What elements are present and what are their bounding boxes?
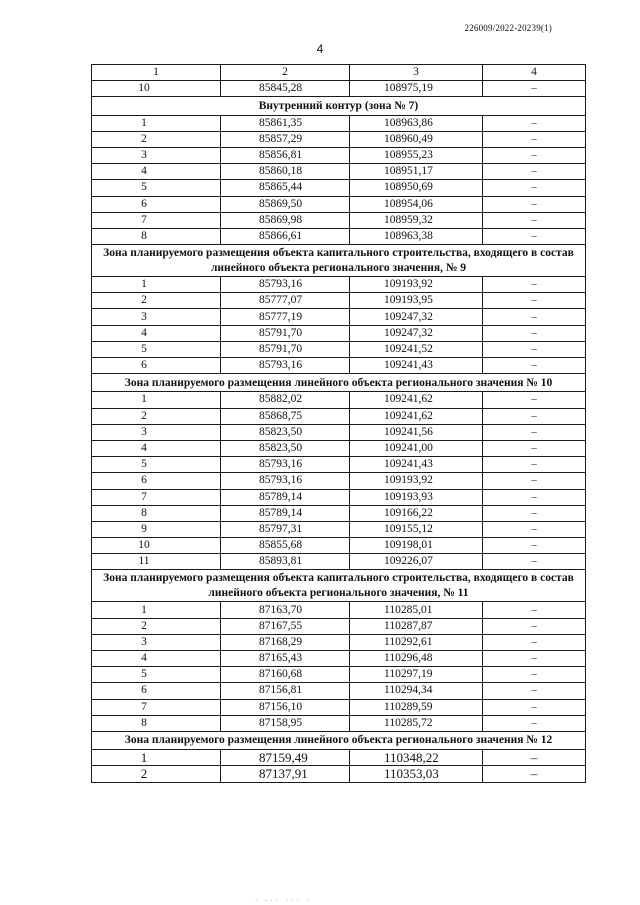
note-cell: – [483, 212, 586, 228]
y-coordinate-cell: 110287,87 [350, 618, 483, 634]
table-row [92, 766, 586, 782]
note-cell: – [483, 115, 586, 131]
note-cell: – [483, 228, 586, 244]
note-cell: – [483, 293, 586, 309]
table-row [92, 602, 586, 618]
section-header-row [92, 570, 586, 602]
y-coordinate-cell: 109247,32 [350, 309, 483, 325]
y-coordinate-cell: 109193,93 [350, 489, 483, 505]
y-coordinate-cell: 109241,00 [350, 440, 483, 456]
point-number-cell: 10 [92, 538, 221, 554]
header-cell: 2 [221, 65, 350, 81]
y-coordinate-cell: 109166,22 [350, 505, 483, 521]
note-cell: – [483, 699, 586, 715]
x-coordinate-cell: 85845,28 [221, 81, 350, 97]
point-number-cell: 1 [92, 750, 221, 766]
x-coordinate-cell: 85793,16 [221, 277, 350, 293]
point-number-cell: 2 [92, 766, 221, 782]
y-coordinate-cell: 108963,86 [350, 115, 483, 131]
page-number: 4 [316, 42, 324, 56]
table-row [92, 164, 586, 180]
point-number-cell: 5 [92, 667, 221, 683]
point-number-cell: 2 [92, 408, 221, 424]
table-row [92, 196, 586, 212]
x-coordinate-cell: 85793,16 [221, 358, 350, 374]
x-coordinate-cell: 85823,50 [221, 424, 350, 440]
point-number-cell: 11 [92, 554, 221, 570]
point-number-cell: 6 [92, 358, 221, 374]
note-cell: – [483, 358, 586, 374]
section-header-row [92, 374, 586, 392]
table-row [92, 683, 586, 699]
note-cell: – [483, 164, 586, 180]
x-coordinate-cell: 87158,95 [221, 715, 350, 731]
y-coordinate-cell: 109241,62 [350, 408, 483, 424]
y-coordinate-cell: 109155,12 [350, 521, 483, 537]
x-coordinate-cell: 85789,14 [221, 505, 350, 521]
point-number-cell: 8 [92, 715, 221, 731]
y-coordinate-cell: 110294,34 [350, 683, 483, 699]
y-coordinate-cell: 110285,72 [350, 715, 483, 731]
x-coordinate-cell: 85866,61 [221, 228, 350, 244]
document-id: 226009/2022-20239(1) [464, 23, 552, 33]
table-row [92, 750, 586, 766]
table-row [92, 505, 586, 521]
y-coordinate-cell: 110348,22 [350, 750, 483, 766]
section-header-row [92, 731, 586, 749]
table-row [92, 618, 586, 634]
x-coordinate-cell: 87168,29 [221, 634, 350, 650]
x-coordinate-cell: 85823,50 [221, 440, 350, 456]
point-number-cell: 1 [92, 602, 221, 618]
table-row [92, 228, 586, 244]
section-title: Внутренний контур (зона № 7) [92, 97, 586, 115]
y-coordinate-cell: 108975,19 [350, 81, 483, 97]
note-cell: – [483, 440, 586, 456]
bottom-marks: · ··· ··· · [255, 897, 312, 905]
section-title: Зона планируемого размещения объекта капитального строительства, входящего в состав линейного объекта регионального значения, № 11 [92, 570, 586, 602]
x-coordinate-cell: 85791,70 [221, 341, 350, 357]
coordinates-table [91, 64, 586, 783]
note-cell: – [483, 538, 586, 554]
note-cell: – [483, 341, 586, 357]
point-number-cell: 5 [92, 341, 221, 357]
point-number-cell: 2 [92, 293, 221, 309]
x-coordinate-cell: 85791,70 [221, 325, 350, 341]
x-coordinate-cell: 87156,81 [221, 683, 350, 699]
y-coordinate-cell: 109247,32 [350, 325, 483, 341]
y-coordinate-cell: 110289,59 [350, 699, 483, 715]
point-number-cell: 4 [92, 440, 221, 456]
table-row [92, 325, 586, 341]
x-coordinate-cell: 85865,44 [221, 180, 350, 196]
section-header-row [92, 245, 586, 277]
x-coordinate-cell: 85797,31 [221, 521, 350, 537]
x-coordinate-cell: 85777,19 [221, 309, 350, 325]
y-coordinate-cell: 109241,56 [350, 424, 483, 440]
y-coordinate-cell: 109241,43 [350, 358, 483, 374]
point-number-cell: 8 [92, 505, 221, 521]
y-coordinate-cell: 109193,92 [350, 473, 483, 489]
point-number-cell: 3 [92, 147, 221, 163]
x-coordinate-cell: 85857,29 [221, 131, 350, 147]
table-row [92, 180, 586, 196]
x-coordinate-cell: 85868,75 [221, 408, 350, 424]
x-coordinate-cell: 85855,68 [221, 538, 350, 554]
y-coordinate-cell: 110292,61 [350, 634, 483, 650]
x-coordinate-cell: 85869,50 [221, 196, 350, 212]
note-cell: – [483, 667, 586, 683]
y-coordinate-cell: 108954,06 [350, 196, 483, 212]
note-cell: – [483, 489, 586, 505]
note-cell: – [483, 131, 586, 147]
x-coordinate-cell: 87159,49 [221, 750, 350, 766]
y-coordinate-cell: 108950,69 [350, 180, 483, 196]
table-row [92, 81, 586, 97]
table-row [92, 424, 586, 440]
table-row [92, 131, 586, 147]
y-coordinate-cell: 109241,62 [350, 392, 483, 408]
note-cell: – [483, 180, 586, 196]
note-cell: – [483, 554, 586, 570]
point-number-cell: 10 [92, 81, 221, 97]
point-number-cell: 4 [92, 651, 221, 667]
point-number-cell: 7 [92, 489, 221, 505]
y-coordinate-cell: 109198,01 [350, 538, 483, 554]
y-coordinate-cell: 110353,03 [350, 766, 483, 782]
table-row [92, 699, 586, 715]
y-coordinate-cell: 109241,52 [350, 341, 483, 357]
note-cell: – [483, 325, 586, 341]
y-coordinate-cell: 108955,23 [350, 147, 483, 163]
y-coordinate-cell: 108951,17 [350, 164, 483, 180]
table-row [92, 521, 586, 537]
x-coordinate-cell: 85893,81 [221, 554, 350, 570]
point-number-cell: 3 [92, 424, 221, 440]
note-cell: – [483, 766, 586, 782]
section-title: Зона планируемого размещения объекта капитального строительства, входящего в состав линейного объекта регионального значения, № 9 [92, 245, 586, 277]
point-number-cell: 5 [92, 457, 221, 473]
table-row [92, 293, 586, 309]
point-number-cell: 7 [92, 212, 221, 228]
x-coordinate-cell: 85793,16 [221, 473, 350, 489]
header-cell: 1 [92, 65, 221, 81]
y-coordinate-cell: 110285,01 [350, 602, 483, 618]
point-number-cell: 5 [92, 180, 221, 196]
point-number-cell: 7 [92, 699, 221, 715]
note-cell: – [483, 392, 586, 408]
y-coordinate-cell: 108960,49 [350, 131, 483, 147]
x-coordinate-cell: 87165,43 [221, 651, 350, 667]
x-coordinate-cell: 85789,14 [221, 489, 350, 505]
point-number-cell: 1 [92, 392, 221, 408]
x-coordinate-cell: 85882,02 [221, 392, 350, 408]
table-row [92, 392, 586, 408]
note-cell: – [483, 196, 586, 212]
point-number-cell: 2 [92, 618, 221, 634]
y-coordinate-cell: 109193,92 [350, 277, 483, 293]
note-cell: – [483, 750, 586, 766]
point-number-cell: 9 [92, 521, 221, 537]
x-coordinate-cell: 87163,70 [221, 602, 350, 618]
table-row [92, 115, 586, 131]
table-row [92, 715, 586, 731]
table-row [92, 358, 586, 374]
x-coordinate-cell: 87167,55 [221, 618, 350, 634]
point-number-cell: 3 [92, 309, 221, 325]
note-cell: – [483, 147, 586, 163]
y-coordinate-cell: 108959,32 [350, 212, 483, 228]
note-cell: – [483, 81, 586, 97]
x-coordinate-cell: 85777,07 [221, 293, 350, 309]
table-row [92, 277, 586, 293]
table-header-row [92, 65, 586, 81]
point-number-cell: 4 [92, 325, 221, 341]
table-row [92, 667, 586, 683]
table-row [92, 634, 586, 650]
point-number-cell: 1 [92, 277, 221, 293]
table-row [92, 440, 586, 456]
y-coordinate-cell: 110297,19 [350, 667, 483, 683]
table-body [92, 81, 586, 782]
note-cell: – [483, 618, 586, 634]
y-coordinate-cell: 108963,38 [350, 228, 483, 244]
table-row [92, 651, 586, 667]
x-coordinate-cell: 85793,16 [221, 457, 350, 473]
table-row [92, 538, 586, 554]
note-cell: – [483, 309, 586, 325]
point-number-cell: 6 [92, 683, 221, 699]
note-cell: – [483, 715, 586, 731]
point-number-cell: 2 [92, 131, 221, 147]
section-title: Зона планируемого размещения линейного объекта регионального значения № 12 [92, 731, 586, 749]
point-number-cell: 1 [92, 115, 221, 131]
note-cell: – [483, 473, 586, 489]
point-number-cell: 6 [92, 473, 221, 489]
y-coordinate-cell: 109241,43 [350, 457, 483, 473]
table-row [92, 408, 586, 424]
point-number-cell: 3 [92, 634, 221, 650]
x-coordinate-cell: 87160,68 [221, 667, 350, 683]
y-coordinate-cell: 109193,95 [350, 293, 483, 309]
header-cell: 3 [350, 65, 483, 81]
point-number-cell: 8 [92, 228, 221, 244]
table-row [92, 147, 586, 163]
x-coordinate-cell: 85869,98 [221, 212, 350, 228]
y-coordinate-cell: 110296,48 [350, 651, 483, 667]
note-cell: – [483, 424, 586, 440]
x-coordinate-cell: 85861,35 [221, 115, 350, 131]
table-row [92, 554, 586, 570]
note-cell: – [483, 277, 586, 293]
note-cell: – [483, 505, 586, 521]
x-coordinate-cell: 85856,81 [221, 147, 350, 163]
table-row [92, 341, 586, 357]
point-number-cell: 6 [92, 196, 221, 212]
section-header-row [92, 97, 586, 115]
note-cell: – [483, 521, 586, 537]
note-cell: – [483, 408, 586, 424]
table-row [92, 489, 586, 505]
note-cell: – [483, 457, 586, 473]
note-cell: – [483, 683, 586, 699]
x-coordinate-cell: 85860,18 [221, 164, 350, 180]
table-row [92, 309, 586, 325]
y-coordinate-cell: 109226,07 [350, 554, 483, 570]
table-row [92, 473, 586, 489]
x-coordinate-cell: 87137,91 [221, 766, 350, 782]
table-row [92, 457, 586, 473]
x-coordinate-cell: 87156,10 [221, 699, 350, 715]
section-title: Зона планируемого размещения линейного объекта регионального значения № 10 [92, 374, 586, 392]
note-cell: – [483, 602, 586, 618]
note-cell: – [483, 651, 586, 667]
header-cell: 4 [483, 65, 586, 81]
table-row [92, 212, 586, 228]
note-cell: – [483, 634, 586, 650]
point-number-cell: 4 [92, 164, 221, 180]
